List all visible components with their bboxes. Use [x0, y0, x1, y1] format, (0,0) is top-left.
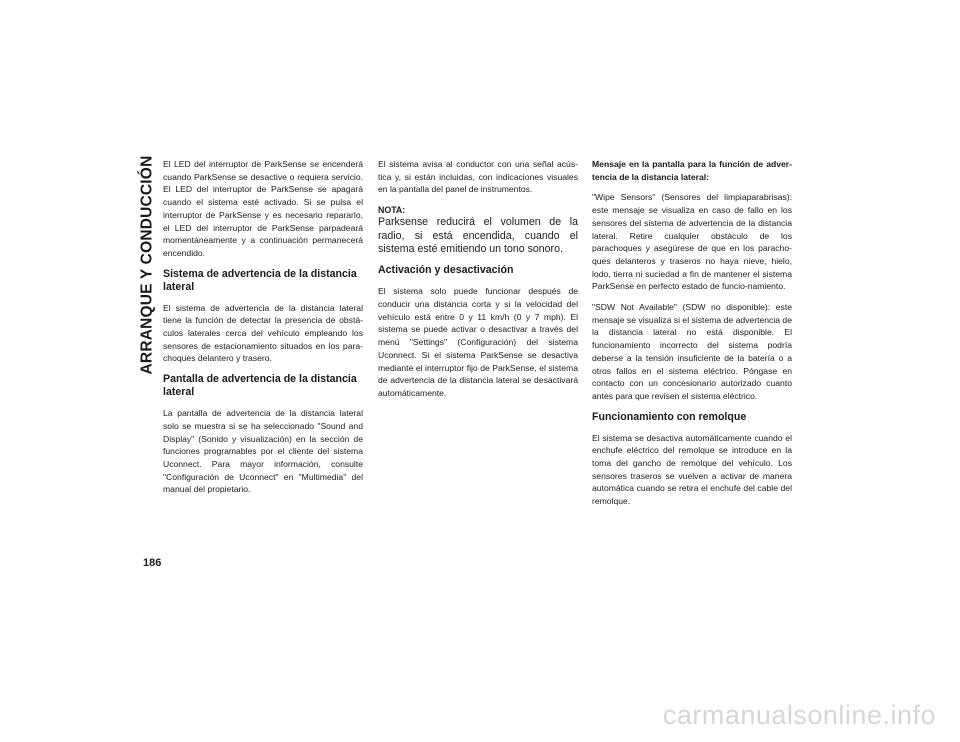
text-column-1: [163, 158, 363, 504]
section-title-text: ARRANQUE Y CONDUCCIÓN: [138, 155, 156, 375]
paragraph-wipe-sensors: "Wipe Sensors" (Sensores del limpiaparabrisas): este mensaje se visualiza en caso de fallo en los sensores del sistema de advertencia de la distancia lateral. Retire cualquier obstáculo de los parachoques y asegúrese de que en los paracho-ques delanteros y traseros no haya nieve, hielo, lodo, tierra ni suciedad a fin de mantener el sistema ParkSense en perfecto estado de funcio-namiento.: [592, 192, 792, 292]
heading-trailer-operation: Funcionamiento con remolque: [592, 410, 747, 423]
page-number: 186: [143, 557, 162, 569]
paragraph-trailer-operation: El sistema se desactiva automáticamente cuando el enchufe eléctrico del remolque se introduce en la toma del gancho de remolque del vehículo. Los sensores traseros se vuelven a activar de manera automática cuando se retira el enchufe del cable del remolque.: [592, 432, 792, 507]
text-column-3: [592, 158, 792, 516]
paragraph-sdw-not-available: "SDW Not Available" (SDW no disponible): este mensaje se visualiza si el sistema de advertencia de la distancia lateral no está disponible. El funcionamiento incorrecto del sistema podría deberse a la tensión insuficiente de la batería o a otros fallos en el sistema eléctrico. Póngase en contacto con un concesionario autorizado cuanto antes para que revisen el sistema eléctrico.: [592, 302, 792, 401]
paragraph-led-switch: El LED del interruptor de ParkSense se encenderá cuando ParkSense se desactive o requiera servicio. El LED del interruptor de ParkSense se apagará cuando el sistema esté activado. Si se pulsa el interruptor de ParkSense y es necesario repararlo, el LED del interruptor de ParkSense parpadeará momentáneamente y a continuación permanecerá encendido.: [163, 159, 363, 258]
section-sidebar-title: [136, 155, 158, 375]
heading-display-messages: Mensaje en la pantalla para la función de adver-tencia de la distancia lateral:: [592, 159, 792, 182]
paragraph-display-settings: La pantalla de advertencia de la distancia lateral solo se muestra si se ha seleccionado "Sound and Display" (Sonido y visualización) en la sección de funciones programables por el cliente del sistema Uconnect. Para mayor información, consulte "Configuración de Uconnect" en "Multimedia" del manual del propietario.: [163, 408, 363, 495]
heading-side-distance-display: Pantalla de advertencia de la distancia lateral: [163, 373, 357, 399]
heading-activation: Activación y desactivación: [378, 264, 514, 277]
paragraph-activation: El sistema solo puede funcionar después de conducir una distancia corta y si la velocidad del vehículo está entre 0 y 11 km/h (0 y 7 mph). El sistema se puede activar o desactivar a través del menú "Settings" (Configuración) del sistema Uconnect. Si el sistema ParkSense se desactiva mediante el interruptor fijo de ParkSense, el sistema de advertencia de la distancia lateral se desactivará automáticamente.: [378, 286, 578, 398]
watermark-text: carmanualsonline.info: [662, 700, 936, 730]
paragraph-driver-alert: El sistema avisa al conductor con una señal acús-tica y, si están incluidas, con indicaciones visuales en la pantalla del panel de instrumentos.: [378, 159, 578, 195]
note-label: NOTA:: [378, 205, 406, 216]
heading-side-distance-warning: Sistema de advertencia de la distancia lateral: [163, 267, 357, 293]
paragraph-side-distance-description: El sistema de advertencia de la distancia lateral tiene la función de detectar la presencia de obstá-culos laterales cerca del vehículo empleando los sensores de estacionamiento situados en los para-choques delantero y trasero.: [163, 302, 363, 364]
note-text: Parksense reducirá el volumen de la radio, si está encendida, cuando el sistema esté emitiendo un tono sonoro.: [378, 216, 578, 255]
text-column-2: [378, 158, 578, 408]
